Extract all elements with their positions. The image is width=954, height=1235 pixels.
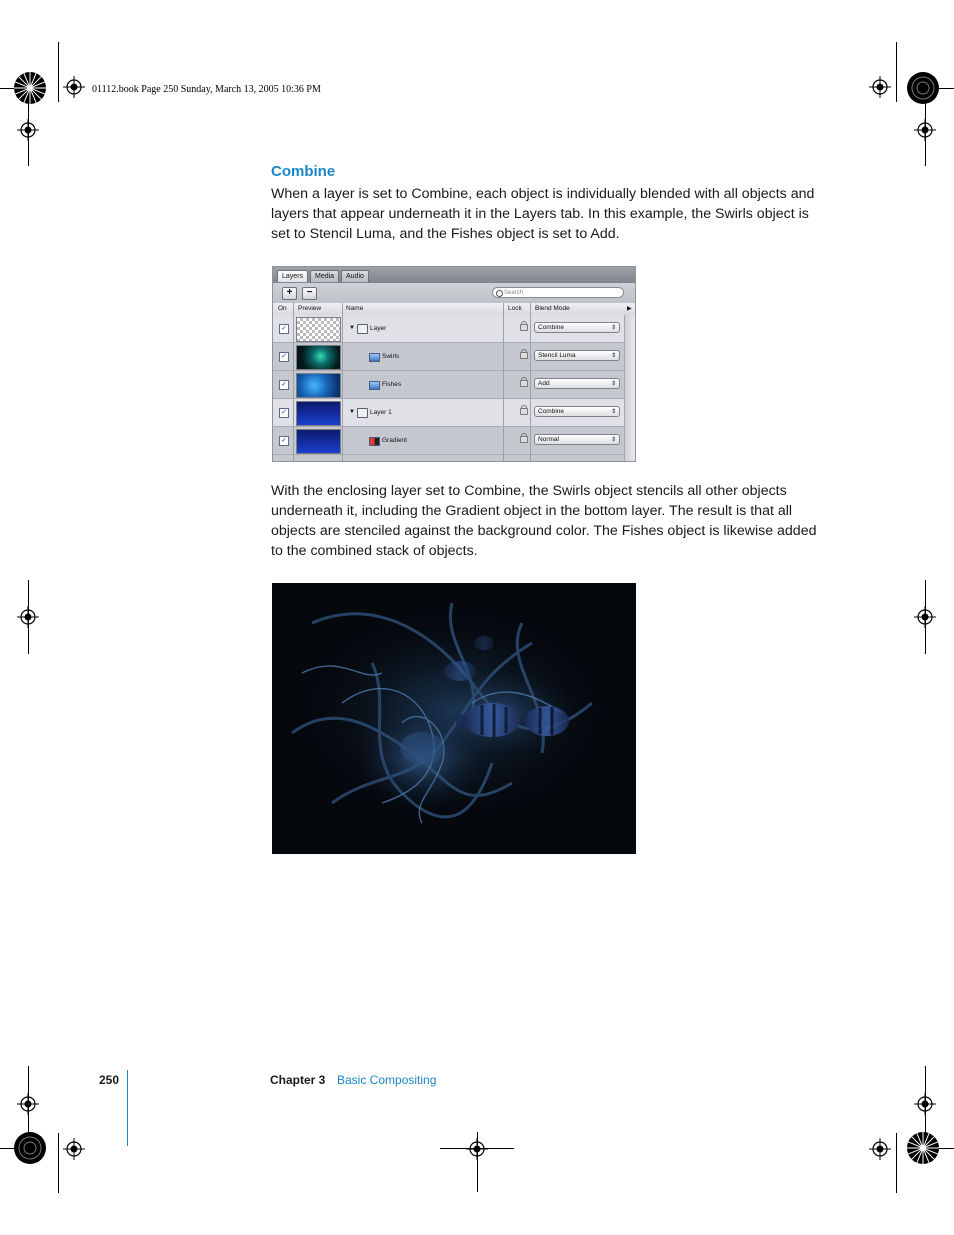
footer-chapter-title: Basic Compositing bbox=[337, 1073, 437, 1087]
disclosure-triangle-icon[interactable]: ▼ bbox=[349, 409, 355, 415]
empty-row bbox=[273, 455, 635, 462]
registration-mark-icon bbox=[17, 606, 39, 628]
registration-mark-icon bbox=[17, 119, 39, 141]
blend-mode-select[interactable] bbox=[534, 406, 620, 417]
visibility-checkbox[interactable]: ✓ bbox=[279, 324, 289, 334]
remove-layer-button[interactable]: − bbox=[302, 287, 317, 300]
starburst-mark-icon bbox=[906, 1131, 940, 1165]
lock-icon[interactable] bbox=[520, 436, 528, 443]
image-object-icon bbox=[369, 353, 380, 362]
section-heading: Combine bbox=[271, 163, 336, 180]
column-on[interactable]: On bbox=[278, 305, 287, 312]
layer-1-preview-thumbnail bbox=[296, 401, 341, 426]
select-arrow-icon: ⇕ bbox=[610, 325, 616, 331]
starburst-mark-icon bbox=[13, 71, 47, 105]
blend-mode-select[interactable] bbox=[534, 378, 620, 389]
blend-mode-value: Stencil Luma bbox=[538, 352, 576, 359]
column-blend-mode[interactable]: Blend Mode bbox=[535, 305, 570, 312]
image-object-icon bbox=[369, 381, 380, 390]
column-divider bbox=[530, 303, 531, 462]
blend-mode-select[interactable] bbox=[534, 434, 620, 445]
column-divider bbox=[342, 303, 343, 462]
registration-mark-icon bbox=[466, 1138, 488, 1160]
tab-media[interactable]: Media bbox=[310, 270, 339, 282]
panel-tab-bar bbox=[273, 267, 635, 283]
disclosure-triangle-icon[interactable]: ▼ bbox=[349, 325, 355, 331]
registration-mark-icon bbox=[914, 119, 936, 141]
registration-mark-icon bbox=[63, 1138, 85, 1160]
column-divider bbox=[503, 303, 504, 462]
layer-row-fishes[interactable] bbox=[273, 371, 635, 399]
vertical-scrollbar[interactable] bbox=[624, 315, 635, 462]
blend-mode-value: Normal bbox=[538, 436, 559, 443]
footer-chapter: Chapter 3 bbox=[270, 1073, 326, 1087]
page-number: 250 bbox=[99, 1073, 120, 1087]
visibility-checkbox[interactable]: ✓ bbox=[279, 436, 289, 446]
swirls-preview-thumbnail bbox=[296, 345, 341, 370]
select-arrow-icon: ⇕ bbox=[610, 353, 616, 359]
search-input[interactable] bbox=[492, 287, 624, 298]
layer-name[interactable]: Layer bbox=[370, 325, 387, 332]
visibility-checkbox[interactable]: ✓ bbox=[279, 352, 289, 362]
add-layer-button[interactable]: + bbox=[282, 287, 297, 300]
object-name[interactable]: Swirls bbox=[382, 353, 400, 360]
blend-mode-value: Combine bbox=[538, 408, 565, 415]
registration-mark-icon bbox=[914, 1093, 936, 1115]
intro-paragraph: When a layer is set to Combine, each object is individually blended with all objects and layers that appear underneath it in the Layers tab. In this example, the Swirls object is set to Stencil Luma, and the Fishes object is set to Add. bbox=[271, 186, 815, 242]
column-name[interactable]: Name bbox=[346, 305, 364, 312]
swirls-and-fishes-render bbox=[272, 583, 636, 854]
starburst-mark-icon bbox=[13, 1131, 47, 1165]
search-placeholder: Search bbox=[504, 290, 524, 296]
lock-icon[interactable] bbox=[520, 324, 528, 331]
lock-icon[interactable] bbox=[520, 352, 528, 359]
layer-row-layer[interactable] bbox=[273, 315, 635, 343]
registration-mark-icon bbox=[869, 76, 891, 98]
tab-layers[interactable]: Layers bbox=[277, 270, 308, 282]
object-name[interactable]: Fishes bbox=[382, 381, 402, 388]
fishes-preview-thumbnail bbox=[296, 373, 341, 398]
blend-mode-value: Combine bbox=[538, 324, 565, 331]
lock-icon[interactable] bbox=[520, 380, 528, 387]
layers-panel bbox=[272, 266, 636, 462]
tab-audio[interactable]: Audio bbox=[341, 270, 369, 282]
select-arrow-icon: ⇕ bbox=[610, 437, 616, 443]
visibility-checkbox[interactable]: ✓ bbox=[279, 380, 289, 390]
layer-stack-icon bbox=[357, 324, 368, 334]
select-arrow-icon: ⇕ bbox=[610, 381, 616, 387]
layer-row-gradient[interactable] bbox=[273, 427, 635, 455]
panel-toolbar bbox=[273, 283, 635, 304]
gradient-preview-thumbnail bbox=[296, 429, 341, 454]
select-arrow-icon: ⇕ bbox=[610, 409, 616, 415]
column-scroll-arrow-icon[interactable]: ▶ bbox=[627, 306, 632, 312]
lock-icon[interactable] bbox=[520, 408, 528, 415]
layer-name[interactable]: Layer 1 bbox=[370, 409, 392, 416]
column-preview[interactable]: Preview bbox=[298, 305, 322, 312]
footer-rule bbox=[127, 1070, 128, 1146]
registration-mark-icon bbox=[914, 606, 936, 628]
search-icon bbox=[496, 290, 503, 297]
body-paragraph: With the enclosing layer set to Combine, the Swirls object stencils all other objects underneath it, including the Gradient object in the bottom layer. The result is that all objects are stenciled against the background color. The Fishes object is likewise added to the combined stack of objects. bbox=[271, 483, 817, 559]
gradient-object-icon bbox=[369, 437, 380, 446]
composite-result-image bbox=[272, 583, 636, 854]
column-divider bbox=[293, 303, 294, 462]
blend-mode-select[interactable] bbox=[534, 322, 620, 333]
visibility-checkbox[interactable]: ✓ bbox=[279, 408, 289, 418]
layer-row-swirls[interactable] bbox=[273, 343, 635, 371]
layer-stack-icon bbox=[357, 408, 368, 418]
layer-row-layer-1[interactable] bbox=[273, 399, 635, 427]
starburst-mark-icon bbox=[906, 71, 940, 105]
registration-mark-icon bbox=[869, 1138, 891, 1160]
blend-mode-select[interactable] bbox=[534, 350, 620, 361]
layer-preview-thumbnail bbox=[296, 317, 341, 342]
registration-mark-icon bbox=[63, 76, 85, 98]
registration-mark-icon bbox=[17, 1093, 39, 1115]
blend-mode-value: Add bbox=[538, 380, 550, 387]
column-lock[interactable]: Lock bbox=[508, 305, 522, 312]
print-slug: 01112.book Page 250 Sunday, March 13, 2005 10:36 PM bbox=[92, 84, 321, 95]
object-name[interactable]: Gradient bbox=[382, 437, 407, 444]
